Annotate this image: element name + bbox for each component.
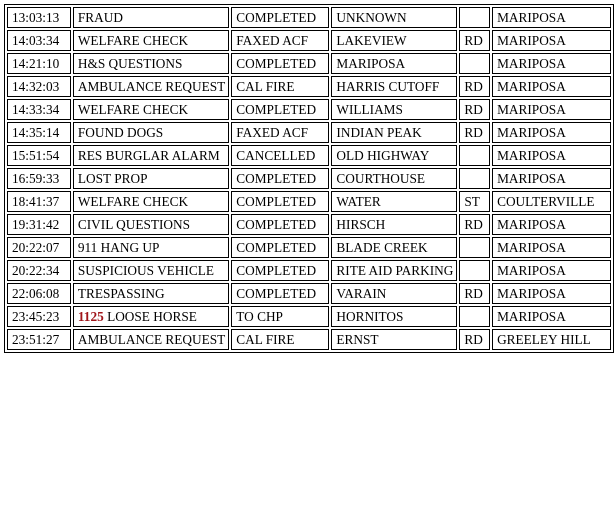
- time-cell: 16:59:33: [7, 168, 71, 189]
- suffix-cell: RD: [459, 329, 490, 350]
- call-code: 1125: [77, 309, 104, 324]
- suffix-cell: RD: [459, 76, 490, 97]
- table-row: [7, 214, 611, 235]
- time-cell: 14:21:10: [7, 53, 71, 74]
- call-type-cell: LOST PROP: [73, 168, 229, 189]
- city-cell: MARIPOSA: [492, 53, 611, 74]
- disposition-cell: CANCELLED: [231, 145, 329, 166]
- suffix-cell: RD: [459, 214, 490, 235]
- disposition-cell: COMPLETED: [231, 260, 329, 281]
- time-cell: 18:41:37: [7, 191, 71, 212]
- city-cell: MARIPOSA: [492, 30, 611, 51]
- disposition-cell: COMPLETED: [231, 53, 329, 74]
- city-cell: MARIPOSA: [492, 7, 611, 28]
- city-cell: GREELEY HILL: [492, 329, 611, 350]
- city-cell: MARIPOSA: [492, 306, 611, 327]
- location-cell: INDIAN PEAK: [331, 122, 457, 143]
- disposition-cell: CAL FIRE: [231, 76, 329, 97]
- disposition-cell: COMPLETED: [231, 99, 329, 120]
- call-log-table: [4, 4, 614, 353]
- table-row: [7, 53, 611, 74]
- city-cell: MARIPOSA: [492, 122, 611, 143]
- city-cell: MARIPOSA: [492, 214, 611, 235]
- location-cell: HIRSCH: [331, 214, 457, 235]
- table-row: [7, 260, 611, 281]
- suffix-cell: [459, 237, 490, 258]
- suffix-cell: ST: [459, 191, 490, 212]
- time-cell: 13:03:13: [7, 7, 71, 28]
- suffix-cell: [459, 7, 490, 28]
- call-type-cell: WELFARE CHECK: [73, 30, 229, 51]
- disposition-cell: COMPLETED: [231, 168, 329, 189]
- suffix-cell: [459, 306, 490, 327]
- call-log: [4, 4, 614, 353]
- location-cell: RITE AID PARKING: [331, 260, 457, 281]
- table-row: [7, 283, 611, 304]
- call-type-cell: AMBULANCE REQUEST: [73, 329, 229, 350]
- disposition-cell: CAL FIRE: [231, 329, 329, 350]
- table-row: [7, 237, 611, 258]
- call-type-text: LOOSE HORSE: [107, 309, 197, 324]
- time-cell: 14:32:03: [7, 76, 71, 97]
- table-row: [7, 76, 611, 97]
- call-type-cell: FRAUD: [73, 7, 229, 28]
- table-row: [7, 30, 611, 51]
- location-cell: LAKEVIEW: [331, 30, 457, 51]
- call-type-cell: [73, 306, 229, 327]
- disposition-cell: COMPLETED: [231, 191, 329, 212]
- city-cell: COULTERVILLE: [492, 191, 611, 212]
- location-cell: ERNST: [331, 329, 457, 350]
- call-type-cell: WELFARE CHECK: [73, 99, 229, 120]
- table-row: [7, 99, 611, 120]
- suffix-cell: RD: [459, 283, 490, 304]
- table-row: [7, 329, 611, 350]
- suffix-cell: RD: [459, 122, 490, 143]
- location-cell: OLD HIGHWAY: [331, 145, 457, 166]
- call-type-cell: FOUND DOGS: [73, 122, 229, 143]
- table-row: [7, 122, 611, 143]
- call-type-cell: CIVIL QUESTIONS: [73, 214, 229, 235]
- city-cell: MARIPOSA: [492, 260, 611, 281]
- time-cell: 23:45:23: [7, 306, 71, 327]
- suffix-cell: [459, 260, 490, 281]
- call-type-cell: AMBULANCE REQUEST: [73, 76, 229, 97]
- time-cell: 23:51:27: [7, 329, 71, 350]
- city-cell: MARIPOSA: [492, 168, 611, 189]
- city-cell: MARIPOSA: [492, 99, 611, 120]
- location-cell: COURTHOUSE: [331, 168, 457, 189]
- table-row: [7, 306, 611, 327]
- city-cell: MARIPOSA: [492, 237, 611, 258]
- suffix-cell: RD: [459, 99, 490, 120]
- location-cell: MARIPOSA: [331, 53, 457, 74]
- city-cell: MARIPOSA: [492, 145, 611, 166]
- call-type-cell: RES BURGLAR ALARM: [73, 145, 229, 166]
- call-log-body: [7, 7, 611, 350]
- call-type-cell: 911 HANG UP: [73, 237, 229, 258]
- table-row: [7, 7, 611, 28]
- time-cell: 14:33:34: [7, 99, 71, 120]
- call-type-cell: SUSPICIOUS VEHICLE: [73, 260, 229, 281]
- city-cell: MARIPOSA: [492, 76, 611, 97]
- disposition-cell: COMPLETED: [231, 237, 329, 258]
- time-cell: 14:35:14: [7, 122, 71, 143]
- location-cell: HARRIS CUTOFF: [331, 76, 457, 97]
- call-type-cell: WELFARE CHECK: [73, 191, 229, 212]
- disposition-cell: COMPLETED: [231, 283, 329, 304]
- location-cell: HORNITOS: [331, 306, 457, 327]
- location-cell: WILLIAMS: [331, 99, 457, 120]
- city-cell: MARIPOSA: [492, 283, 611, 304]
- location-cell: BLADE CREEK: [331, 237, 457, 258]
- disposition-cell: COMPLETED: [231, 7, 329, 28]
- location-cell: VARAIN: [331, 283, 457, 304]
- time-cell: 19:31:42: [7, 214, 71, 235]
- suffix-cell: RD: [459, 30, 490, 51]
- time-cell: 20:22:07: [7, 237, 71, 258]
- disposition-cell: TO CHP: [231, 306, 329, 327]
- location-cell: WATER: [331, 191, 457, 212]
- disposition-cell: FAXED ACF: [231, 122, 329, 143]
- suffix-cell: [459, 53, 490, 74]
- location-cell: UNKNOWN: [331, 7, 457, 28]
- call-type-cell: TRESPASSING: [73, 283, 229, 304]
- table-row: [7, 168, 611, 189]
- time-cell: 22:06:08: [7, 283, 71, 304]
- table-row: [7, 191, 611, 212]
- disposition-cell: FAXED ACF: [231, 30, 329, 51]
- table-row: [7, 145, 611, 166]
- disposition-cell: COMPLETED: [231, 214, 329, 235]
- suffix-cell: [459, 145, 490, 166]
- call-type-cell: H&S QUESTIONS: [73, 53, 229, 74]
- time-cell: 14:03:34: [7, 30, 71, 51]
- time-cell: 15:51:54: [7, 145, 71, 166]
- suffix-cell: [459, 168, 490, 189]
- time-cell: 20:22:34: [7, 260, 71, 281]
